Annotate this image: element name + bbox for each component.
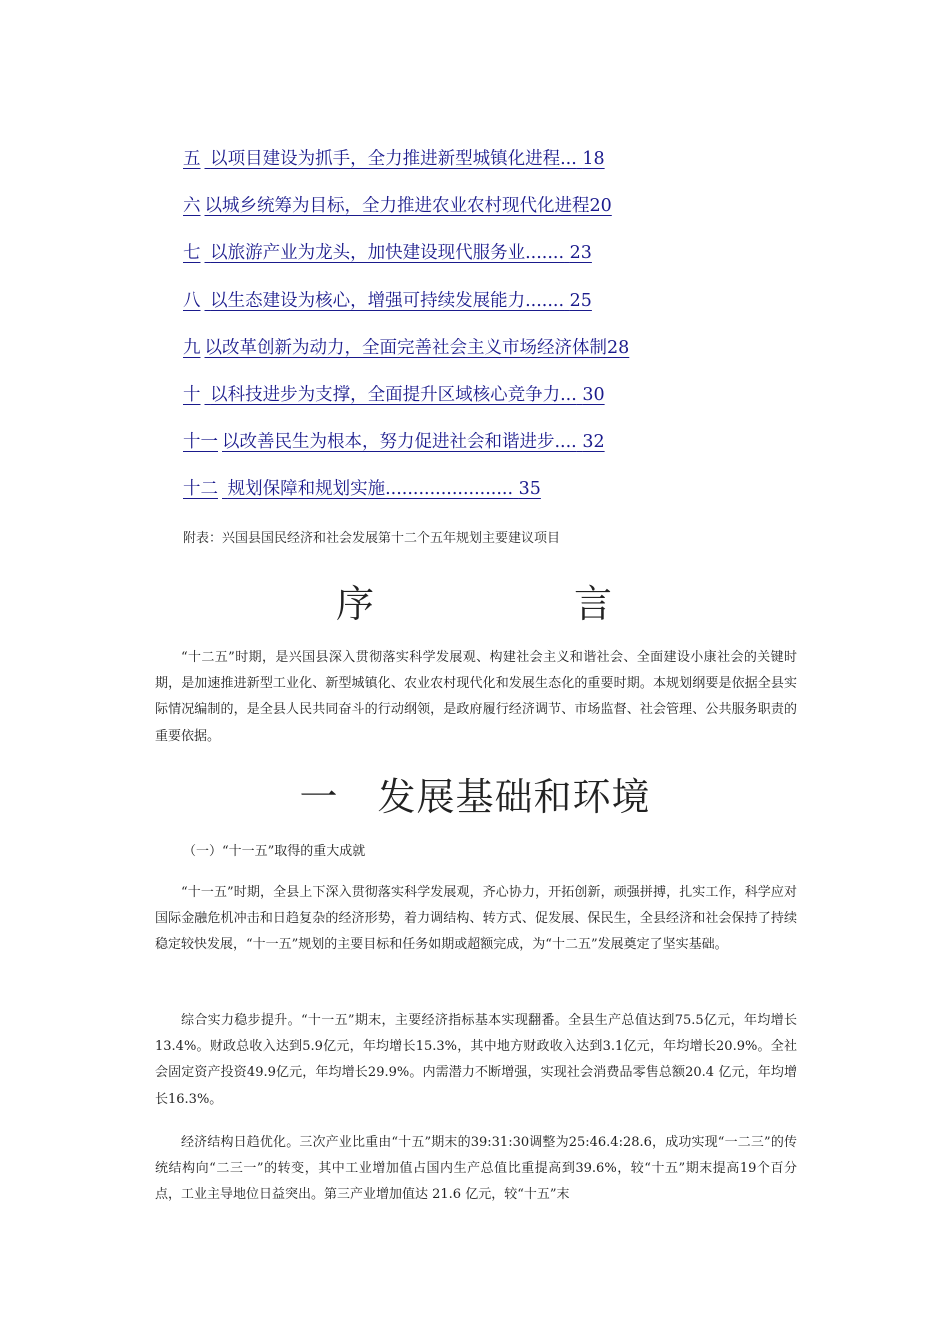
- toc-item-11[interactable]: [183, 427, 683, 474]
- section-subheading: （一）“十一五”取得的重大成就: [183, 844, 366, 859]
- toc-item-page: 35: [518, 479, 541, 500]
- toc-item-page: 23: [569, 243, 592, 264]
- toc-item-text: 规划保障和规划实施.......................: [227, 479, 514, 500]
- toc-item-page: 18: [582, 149, 605, 169]
- toc-item-text: 以生态建设为核心，增强可持续发展能力.......: [210, 290, 565, 311]
- toc-item-page: 20: [589, 196, 612, 217]
- toc-item-6[interactable]: [183, 191, 683, 238]
- body-paragraph: “十一五”时期，全县上下深入贯彻落实科学发展观，齐心协力，开拓创新，顽强拼搏，扎实工作，科学应对国际金融危机冲击和日趋复杂的经济形势，着力调结构、转方式、促发展、保民生，全县经济和社会保持了持续稳定较快发展，“十一五”规划的主要目标和任务如期或超额完成，为“十二五”发展奠定了坚实基础。: [155, 885, 797, 953]
- preface-title-char-1: 序: [336, 582, 375, 626]
- table-of-contents: [183, 144, 683, 522]
- toc-item-8[interactable]: [183, 286, 683, 333]
- toc-item-number: 十二: [183, 479, 218, 500]
- body-paragraph: 综合实力稳步提升。“十一五”期末，主要经济指标基本实现翻番。全县生产总值达到75.5亿元，年均增长13.4%。财政总收入达到5.9亿元，年均增长15.3%，其中地方财政收入达到3.1亿元，年均增长20.9%。全社会固定资产投资49.9亿元，年均增长29.9%。内需潜力不断增强，实现社会消费品零售总额20.4 亿元，年均增长16.3%。: [155, 1013, 797, 1107]
- toc-item-page: 30: [582, 384, 605, 405]
- toc-item-number: 九: [183, 337, 201, 358]
- body-paragraph: 经济结构日趋优化。三次产业比重由“十五”期末的39:31:30调整为25:46.4:28.6，成功实现“一二三”的传统结构向“二三一”的转变，其中工业增加值占国内生产总值比重提高到39.6%，较“十五”期末提高19个百分点，工业主导地位日益突出。第三产业增加值达 21.6 亿元，较“十五”末: [155, 1135, 797, 1203]
- toc-item-10[interactable]: [183, 380, 683, 427]
- chapter-title: 一 发展基础和环境: [299, 775, 651, 819]
- toc-item-number: 五: [183, 149, 201, 169]
- toc-item-number: 十一: [183, 432, 218, 453]
- toc-item-5[interactable]: [183, 144, 683, 191]
- toc-item-page: 28: [607, 337, 630, 358]
- toc-item-page: 32: [582, 432, 605, 453]
- toc-item-number: 六: [183, 196, 201, 217]
- toc-item-text: 以旅游产业为龙头，加快建设现代服务业.......: [210, 243, 565, 264]
- toc-item-number: 七: [183, 243, 201, 264]
- preface-title: [0, 573, 950, 626]
- toc-item-text: 以科技进步为支撑，全面提升区域核心竞争力...: [210, 384, 577, 405]
- toc-item-number: 十: [183, 384, 201, 405]
- toc-item-9[interactable]: [183, 333, 683, 380]
- toc-item-number: 八: [183, 290, 201, 311]
- toc-item-page: 25: [569, 290, 592, 311]
- toc-item-text: 以改善民生为根本，努力促进社会和谐进步....: [222, 432, 577, 453]
- preface-title-char-2: 言: [574, 582, 613, 626]
- toc-item-text: 以改革创新为动力，全面完善社会主义市场经济体制: [204, 337, 607, 358]
- preface-paragraph: “十二五”时期，是兴国县深入贯彻落实科学发展观、构建社会主义和谐社会、全面建设小康社会的关键时期，是加速推进新型工业化、新型城镇化、农业农村现代化和发展生态化的重要时期。本规划纲要是依据全县实际情况编制的，是全县人民共同奋斗的行动纲领，是政府履行经济调节、市场监督、社会管理、公共服务职责的重要依据。: [155, 650, 797, 744]
- toc-item-7[interactable]: [183, 238, 683, 285]
- appendix-note: 附表：兴国县国民经济和社会发展第十二个五年规划主要建议项目: [183, 531, 561, 546]
- toc-item-text: 以城乡统筹为目标，全力推进农业农村现代化进程: [204, 196, 590, 217]
- toc-item-12[interactable]: [183, 474, 683, 521]
- toc-item-text: 以项目建设为抓手，全力推进新型城镇化进程...: [210, 149, 577, 169]
